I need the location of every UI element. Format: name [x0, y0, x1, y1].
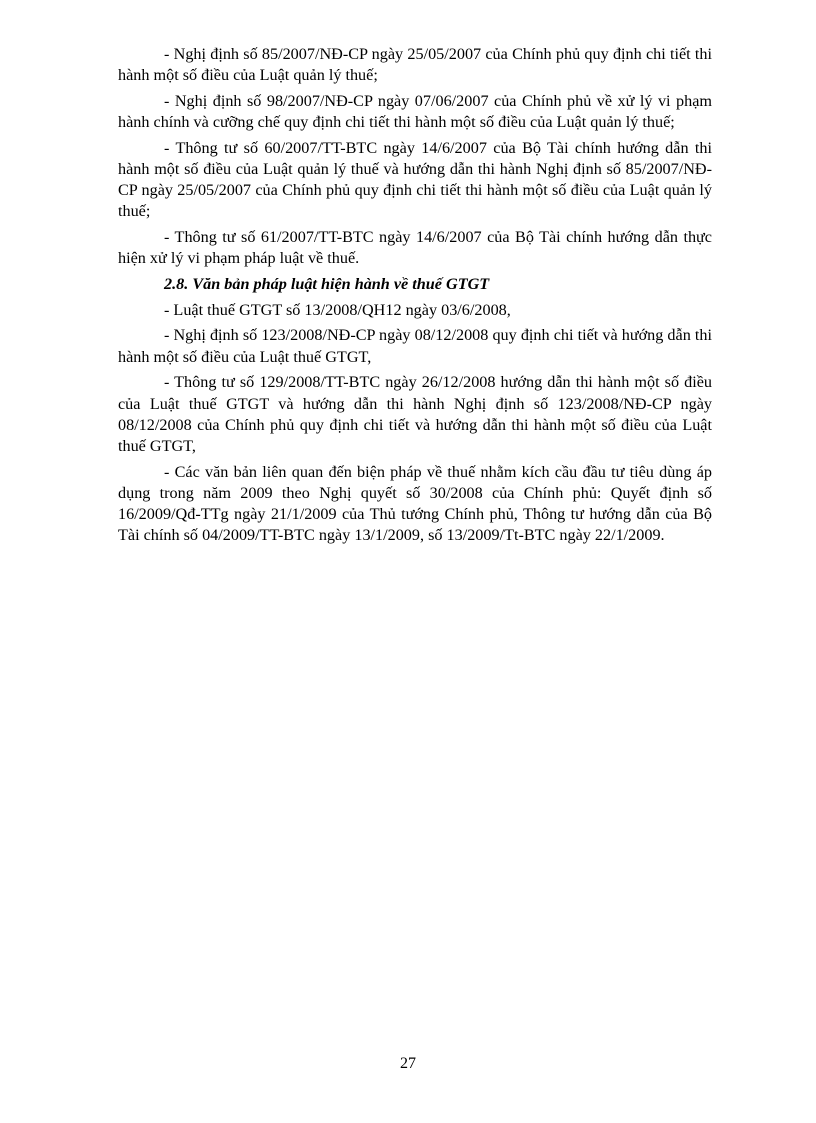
paragraph-stimulus-documents-2009: - Các văn bản liên quan đến biện pháp về thuế nhằm kích cầu đầu tư tiêu dùng áp dụng trong năm 2009 theo Nghị quyết số 30/2008 của Chính phủ: Quyết định số 16/2009/Qđ-TTg ngày 21/1/2009 của Thủ tướng Chính phủ, Thông tư hướng dẫn của Bộ Tài chính số 04/2009/TT-BTC ngày 13/1/2009, số 13/2009/Tt-BTC ngày 22/1/2009.	[118, 462, 712, 545]
paragraph-circular-129-2008: - Thông tư số 129/2008/TT-BTC ngày 26/12/2008 hướng dẫn thi hành một số điều của Luật thuế GTGT và hướng dẫn thi hành Nghị định số 123/2008/NĐ-CP ngày 08/12/2008 của Chính phủ quy định chi tiết và hướng dẫn thi hành một số điều của Luật thuế GTGT,	[118, 373, 712, 455]
paragraph-vat-law-13-2008: - Luật thuế GTGT số 13/2008/QH12 ngày 03/6/2008,	[164, 300, 511, 319]
section-heading-2-8: 2.8. Văn bản pháp luật hiện hành về thuế GTGT	[164, 275, 490, 294]
paragraph-decree-98-2007: - Nghị định số 98/2007/NĐ-CP ngày 07/06/2007 của Chính phủ về xử lý vi phạm hành chính và cưỡng chế quy định chi tiết thi hành một số điều của Luật quản lý thuế;	[118, 91, 712, 132]
page-number: 27	[400, 1055, 416, 1072]
paragraph-circular-60-2007: - Thông tư số 60/2007/TT-BTC ngày 14/6/2007 của Bộ Tài chính hướng dẫn thi hành một số điều của Luật quản lý thuế và hướng dẫn thi hành Nghị định số 85/2007/NĐ-CP ngày 25/05/2007 của Chính phủ quy định chi tiết thi hành một số điều của Luật quản lý thuế;	[118, 138, 712, 221]
paragraph-circular-61-2007: - Thông tư số 61/2007/TT-BTC ngày 14/6/2007 của Bộ Tài chính hướng dẫn thực hiện xử lý vi phạm pháp luật về thuế.	[118, 228, 712, 268]
paragraph-decree-85-2007: - Nghị định số 85/2007/NĐ-CP ngày 25/05/2007 của Chính phủ quy định chi tiết thi hành một số điều của Luật quản lý thuế;	[118, 45, 712, 85]
paragraph-decree-123-2008: - Nghị định số 123/2008/NĐ-CP ngày 08/12/2008 quy định chi tiết và hướng dẫn thi hành một số điều của Luật thuế GTGT,	[118, 326, 712, 366]
page-body	[118, 44, 712, 551]
